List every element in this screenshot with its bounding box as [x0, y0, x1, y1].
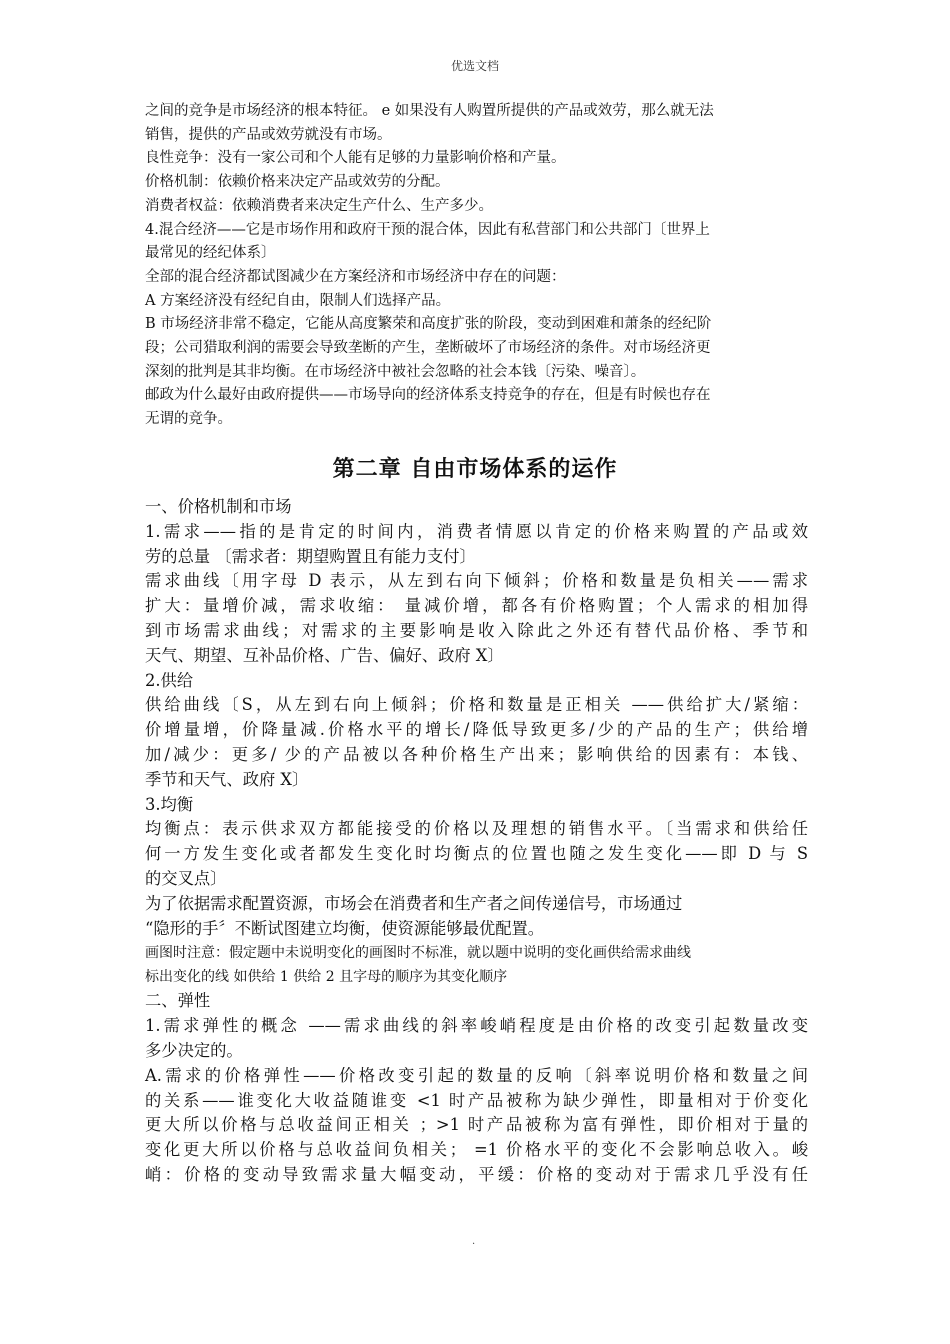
text-line: 多少决定的。 [145, 1040, 243, 1060]
chapter-title: 第二章 自由市场体系的运作 [332, 457, 618, 482]
text-line: 1.需求弹性的概念 ——需求曲线的斜率峻峭程度是由价格的改变引起数量改变 [145, 1016, 808, 1036]
text-line: 扩大：量增价减，需求收缩： 量减价增，都各有价格购置；个人需求的相加得 [145, 596, 808, 616]
text-line: 加/减少：更多/ 少的产品被以各种价格生产出来；影响供给的因素有：本钱、 [145, 744, 808, 764]
page-header: 优选文档 [450, 59, 499, 73]
section-heading: 3.均衡 [145, 794, 194, 814]
footer-mark: . [472, 1236, 476, 1247]
text-line: 的交叉点〕 [145, 868, 227, 888]
text-line: 价格机制：依赖价格来决定产品或效劳的分配。 [145, 174, 450, 191]
text-line: 销售，提供的产品或效劳就没有市场。 [145, 126, 392, 143]
text-line: 之间的竞争是市场经济的根本特征。 e 如果没有人购置所提供的产品或效劳，那么就无法 [145, 103, 714, 119]
text-line: 1.需求——指的是肯定的时间内，消费者情愿以肯定的价格来购置的产品或效 [145, 521, 808, 541]
text-line: “隐形的手〞不断试图建立均衡，使资源能够最优配置。 [145, 918, 545, 938]
text-line: 标出变化的线 如供给 1 供给 2 且字母的顺序为其变化顺序 [145, 969, 508, 986]
text-line: 消费者权益：依赖消费者来决定生产什么、生产多少。 [145, 197, 493, 214]
text-line: 4.混合经济——它是市场作用和政府干预的混合体，因此有私营部门和公共部门〔世界上 [145, 221, 710, 238]
text-line: 均衡点：表示供求双方都能接受的价格以及理想的销售水平。〔当需求和供给任 [145, 819, 808, 839]
text-line: 变化更大所以价格与总收益间负相关； =1 价格水平的变化不会影响总收入。峻 [145, 1140, 808, 1160]
text-line: 到市场需求曲线；对需求的主要影响是收入除此之外还有替代品价格、季节和 [145, 620, 808, 640]
text-line: 供给曲线〔S，从左到右向上倾斜；价格和数量是正相关 ——供给扩大/紧缩： [145, 695, 808, 715]
text-line: 全部的混合经济都试图减少在方案经济和市场经济中存在的问题： [145, 268, 566, 285]
text-line: 季节和天气、政府 X〕 [145, 769, 309, 789]
text-line: 劳的总量 〔需求者：期望购置且有能力支付〕 [145, 546, 476, 566]
text-line: 画图时注意：假定题中未说明变化的画图时不标准，就以题中说明的变化画供给需求曲线 [145, 945, 691, 962]
text-line: A 方案经济没有经纪自由，限制人们选择产品。 [145, 292, 451, 309]
text-line: 需求曲线〔用字母 D 表示，从左到右向下倾斜；价格和数量是负相关——需求 [145, 571, 808, 591]
text-line: 邮政为什么最好由政府提供——市场导向的经济体系支持竞争的存在，但是有时候也存在 [145, 387, 711, 404]
section-2-text [145, 495, 808, 1188]
section-heading: 二、弹性 [145, 991, 211, 1011]
text-line: 何一方发生变化或者都发生变化时均衡点的位置也随之发生变化——即 D 与 S [145, 844, 808, 864]
text-line: 最常见的经纪体系〕 [145, 245, 276, 262]
text-line: A.需求的价格弹性——价格改变引起的数量的反响〔斜率说明价格和数量之间 [145, 1065, 808, 1085]
section-1-text [145, 100, 808, 432]
text-line: 更大所以价格与总收益间正相关 ；>1 时产品被称为富有弹性，即价相对于量的 [145, 1115, 808, 1135]
text-line: 深刻的批判是其非均衡。在市场经济中被社会忽略的社会本钱〔污染、噪音〕。 [145, 363, 646, 380]
section-heading: 2.供给 [145, 670, 194, 690]
text-line: 段；公司猎取利润的需要会导致垄断的产生，垄断破坏了市场经济的条件。对市场经济更 [145, 340, 711, 357]
text-line: 天气、期望、互补品价格、广告、偏好、政府 X〕 [145, 645, 504, 665]
text-line: 的关系——谁变化大收益随谁变 <1 时产品被称为缺少弹性，即量相对于价变化 [145, 1090, 808, 1110]
section-heading: 一、价格机制和市场 [145, 497, 292, 516]
text-line: B 市场经济非常不稳定，它能从高度繁荣和高度扩张的阶段，变动到困难和萧条的经纪阶 [145, 316, 712, 333]
text-line: 价增量增，价降量减.价格水平的增长/降低导致更多/少的产品的生产；供给增 [145, 720, 808, 740]
text-line: 为了依据需求配置资源，市场会在消费者和生产者之间传递信号，市场通过 [145, 893, 683, 913]
text-line: 无谓的竞争。 [145, 411, 232, 428]
text-line: 良性竞争：没有一家公司和个人能有足够的力量影响价格和产量。 [145, 150, 566, 167]
text-line: 峭：价格的变动导致需求量大幅变动，平缓：价格的变动对于需求几乎没有任 [145, 1164, 808, 1184]
